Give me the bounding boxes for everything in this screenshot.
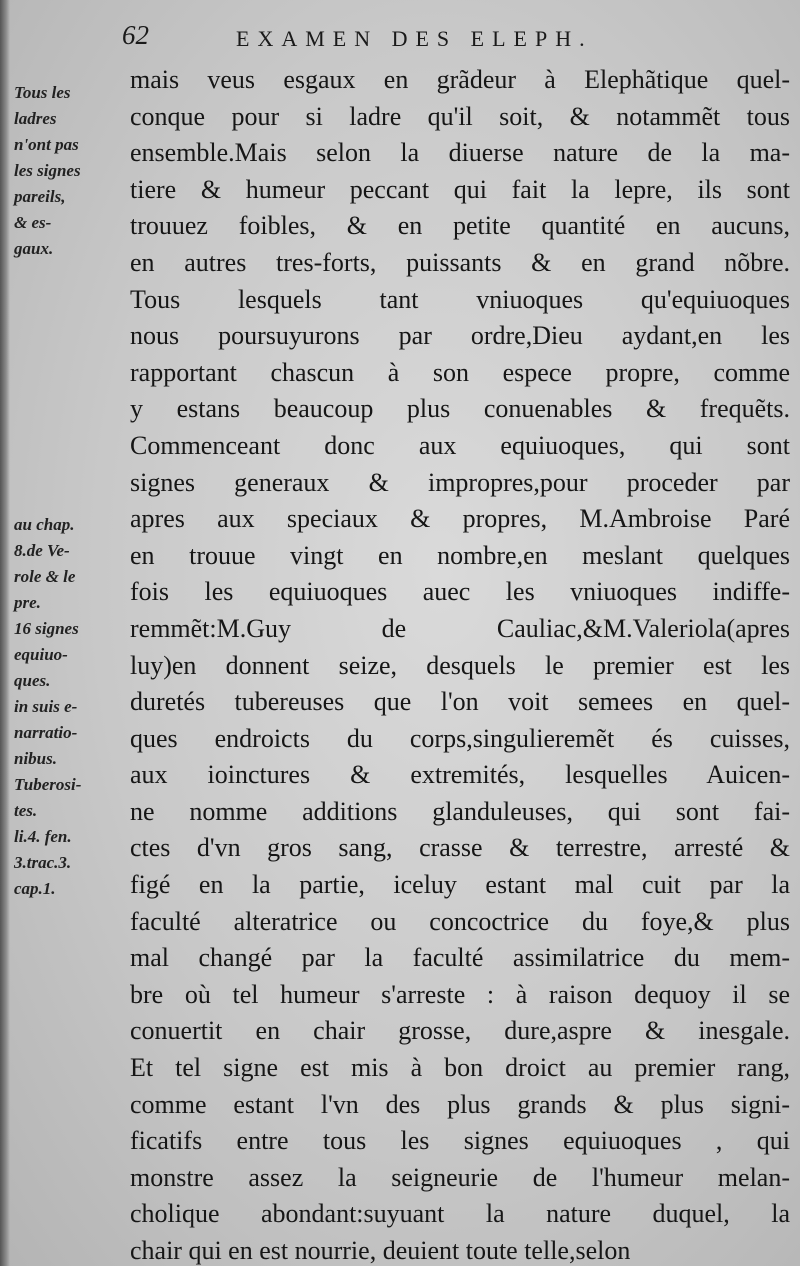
margin-note-line: ladres — [14, 109, 57, 128]
text-line: ques endroicts du corps,singulieremẽt és cuisses, — [130, 723, 790, 753]
margin-note-1 — [14, 80, 81, 262]
text-line: mal changé par la faculté assimilatrice du mem- — [130, 943, 790, 973]
binding-shadow — [0, 0, 10, 1266]
text-line: en trouue vingt en nombre,en meslant quelques — [130, 540, 790, 570]
text-line: nous poursuyurons par ordre,Dieu aydant,en les — [130, 321, 790, 351]
margin-note-line: in suis e- — [14, 697, 78, 716]
margin-note-line: nibus. — [14, 749, 57, 768]
margin-note-line: li.4. fen. — [14, 827, 72, 846]
margin-note-line: Tuberosi- — [14, 775, 82, 794]
margin-note-line: au chap. — [14, 515, 75, 534]
text-line: rapportant chascun à son espece propre, comme — [130, 357, 790, 387]
text-line: tiere & humeur peccant qui fait la lepre, ils sont — [130, 174, 790, 204]
text-line: figé en la partie, iceluy estant mal cuit par la — [130, 870, 790, 900]
text-line: cholique abondant:suyuant la nature duquel, la — [130, 1199, 790, 1229]
margin-note-line: cap.1. — [14, 879, 56, 898]
margin-note-line: Tous les — [14, 83, 71, 102]
text-line: ctes d'vn gros sang, crasse & terrestre, arresté & — [130, 833, 790, 863]
margin-note-line: narratio- — [14, 723, 78, 742]
page-number: 62 — [122, 20, 149, 50]
margin-note-line: 16 signes — [14, 619, 79, 638]
text-line: bre où tel humeur s'arreste : à raison dequoy il se — [130, 979, 790, 1009]
text-line: luy)en donnent seize, desquels le premier est les — [130, 650, 790, 680]
margin-note-line: ques. — [14, 671, 51, 690]
margin-note-line: n'ont pas — [14, 135, 79, 154]
margin-note-2 — [14, 512, 81, 902]
margin-note-line: tes. — [14, 801, 38, 820]
margin-note-line: gaux. — [14, 239, 54, 258]
text-line: duretés tubereuses que l'on voit semees en quel- — [130, 687, 790, 717]
text-line: ensemble.Mais selon la diuerse nature de la ma- — [130, 138, 790, 168]
text-line: signes generaux & impropres,pour proceder par — [130, 467, 790, 497]
text-line: comme estant l'vn des plus grands & plus signi- — [130, 1089, 790, 1119]
text-line: en autres tres-forts, puissants & en grand nõbre. — [130, 247, 790, 277]
text-line: conuertit en chair grosse, dure,aspre & inesgale. — [130, 1016, 790, 1046]
text-line: mais veus esgaux en grãdeur à Elephãtique quel- — [130, 65, 790, 94]
text-line: ne nomme additions glanduleuses, qui sont fai- — [130, 796, 790, 826]
text-line: Commenceant donc aux equiuoques, qui sont — [130, 430, 790, 460]
margin-note-line: pre. — [14, 593, 41, 612]
margin-note-line: 8.de Ve- — [14, 541, 70, 560]
text-line: faculté alteratrice ou concoctrice du foye,& plus — [130, 906, 790, 936]
text-line: y estans beaucoup plus conuenables & frequẽts. — [130, 394, 790, 424]
text-line: conque pour si ladre qu'il soit, & notammẽt tous — [130, 101, 790, 131]
text-line: monstre assez la seigneurie de l'humeur melan- — [130, 1162, 790, 1192]
text-line: fois les equiuoques auec les vniuoques indiffe- — [130, 577, 790, 607]
margin-note-line: equiuo- — [14, 645, 68, 664]
text-line: apres aux speciaux & propres, M.Ambroise Paré — [130, 504, 790, 534]
text-line: chair qui en est nourrie, deuient toute telle,selon — [130, 1236, 631, 1265]
body-text — [130, 62, 790, 1266]
running-head: EXAMEN DES ELEPH. — [236, 26, 593, 51]
text-line: remmẽt:M.Guy de Cauliac,&M.Valeriola(apres — [130, 613, 790, 643]
text-line: Et tel signe est mis à bon droict au premier rang, — [130, 1053, 790, 1083]
margin-note-line: & es- — [14, 213, 52, 232]
text-line: aux ioinctures & extremités, lesquelles Auicen- — [130, 760, 790, 790]
text-line: ficatifs entre tous les signes equiuoques , qui — [130, 1126, 790, 1156]
text-line: trouuez foibles, & en petite quantité en aucuns, — [130, 211, 790, 241]
margin-note-line: pareils, — [14, 187, 66, 206]
margin-note-line: role & le — [14, 567, 76, 586]
text-line: Tous lesquels tant vniuoques qu'equiuoques — [130, 284, 790, 314]
margin-note-line: 3.trac.3. — [14, 853, 72, 872]
margin-note-line: les signes — [14, 161, 81, 180]
